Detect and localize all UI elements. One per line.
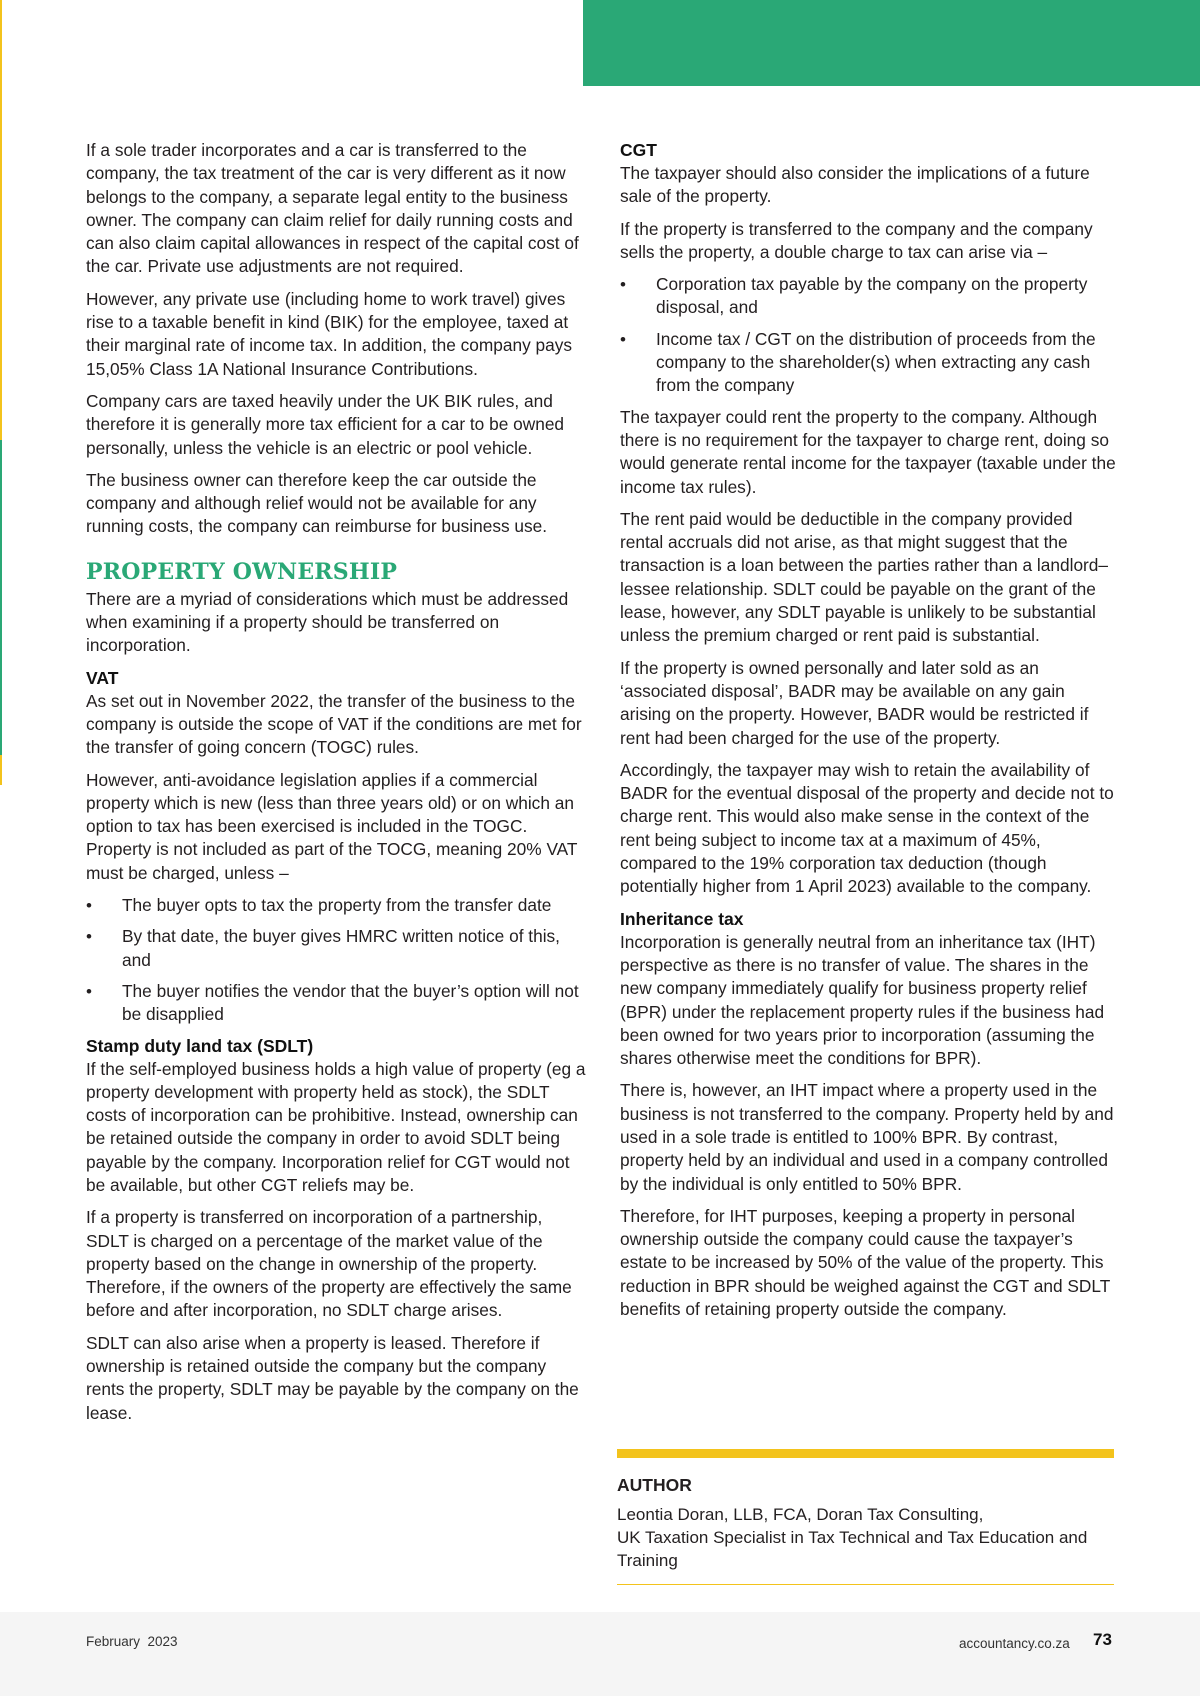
paragraph: The rent paid would be deductible in the company provided rental accruals did not arise, as that might suggest that the transaction is a loan between the parties rather than a landlord–lessee relationship. SDLT could be payable on the grant of the lease, however, any SDLT payable is unlikely to be substantial unless the premium charged or rent paid is substantial. bbox=[620, 508, 1109, 646]
list-item: • Corporation tax payable by the company on the property disposal, and bbox=[620, 273, 1120, 320]
author-bottom-rule bbox=[617, 1584, 1114, 1585]
section-heading-property-ownership: PROPERTY OWNERSHIP bbox=[86, 558, 398, 585]
paragraph: However, anti-avoidance legislation applies if a commercial property which is new (less than three years old) or on which an option to tax has been exercised is included in the TOGC. Property is not included as part of the TOCG, meaning 20% VAT must be charged, unless – bbox=[86, 769, 578, 883]
paragraph: The taxpayer could rent the property to the company. Although there is no requirement for the taxpayer to charge rent, doing so would generate rental income for the taxpayer (taxable under the income tax rules). bbox=[620, 406, 1116, 497]
right-column bbox=[620, 139, 1120, 1330]
author-line-1: Leontia Doran, LLB, FCA, Doran Tax Consulting, bbox=[617, 1505, 984, 1524]
paragraph: If a property is transferred on incorporation of a partnership, SDLT is charged on a percentage of the market value of the property based on the change in ownership of the property. Therefore, if the owners of the property are effectively the same before and after incorporation, no SDLT charge arises. bbox=[86, 1207, 572, 1321]
paragraph: The business owner can therefore keep the car outside the company and although relief would not be available for any running costs, the company can reimburse for business use. bbox=[86, 469, 548, 537]
author-box bbox=[617, 1449, 1114, 1585]
paragraph: However, any private use (including home to work travel) gives rise to a taxable benefit in kind (BIK) for the employee, taxed at their marginal rate of income tax. In addition, the company pays 15,05% Class 1A National Insurance Contributions. bbox=[86, 288, 573, 379]
paragraph: Incorporation is generally neutral from an inheritance tax (IHT) perspective as there is no transfer of value. The shares in the new company immediately qualify for business property relief (BPR) under the replacement property rules if the business had been owned for two years prior to incorporation (assuming the shares otherwise meet the conditions for BPR). bbox=[620, 931, 1105, 1069]
footer-date: February 2023 bbox=[86, 1634, 178, 1649]
paragraph: If the property is owned personally and later sold as an ‘associated disposal’, BADR may be available on any gain arising on the property. However, BADR would be restricted if rent had been charged for the use of the property. bbox=[620, 657, 1089, 748]
paragraph: If the property is transferred to the company and the company sells the property, a double charge to tax can arise via – bbox=[620, 218, 1093, 262]
subheading-vat: VAT bbox=[86, 667, 119, 688]
paragraph: There are a myriad of considerations which must be addressed when examining if a property should be transferred on incorporation. bbox=[86, 588, 569, 656]
vat-bullet-list bbox=[86, 894, 586, 1026]
paragraph: There is, however, an IHT impact where a property used in the business is not transferred to the company. Property held by and used in a sole trade is entitled to 100% BPR. By contrast, property held by an individual and used in a company controlled by the individual is only entitled to 50% BPR. bbox=[620, 1080, 1114, 1194]
paragraph: The taxpayer should also consider the implications of a future sale of the property. bbox=[620, 163, 1090, 207]
paragraph: If the self-employed business holds a high value of property (eg a property development with property held as stock), the SDLT costs of incorporation can be prohibitive. Instead, ownership can be retained outside the company in order to avoid SDLT being payable by the company. Incorporation relief for CGT would not be available, but other CGT reliefs may be. bbox=[86, 1058, 586, 1195]
paragraph: As set out in November 2022, the transfer of the business to the company is outside the scope of VAT if the conditions are met for the transfer of going concern (TOGC) rules. bbox=[86, 690, 582, 758]
paragraph: Therefore, for IHT purposes, keeping a property in personal ownership outside the company could cause the taxpayer’s estate to be increased by 50% of the value of the property. This reduction in BPR should be weighed against the CGT and SDLT benefits of retaining property outside the company. bbox=[620, 1205, 1110, 1320]
list-item: • The buyer opts to tax the property from the transfer date bbox=[86, 894, 586, 917]
author-line-2: UK Taxation Specialist in Tax Technical and Tax Education and Training bbox=[617, 1528, 1088, 1570]
author-top-bar bbox=[617, 1449, 1114, 1458]
paragraph: If a sole trader incorporates and a car is transferred to the company, the tax treatment of the car is very different as it now belongs to the company, a separate legal entity to the business owner. The company can claim relief for daily running costs and can also claim capital allowances in respect of the capital cost of the car. Private use adjustments are not required. bbox=[86, 140, 579, 277]
list-item: • By that date, the buyer gives HMRC written notice of this, and bbox=[86, 925, 586, 972]
header-green-block bbox=[583, 0, 1200, 86]
cgt-bullet-list bbox=[620, 273, 1120, 397]
left-edge-accent-green bbox=[0, 440, 2, 755]
paragraph: Company cars are taxed heavily under the UK BIK rules, and therefore it is generally more tax efficient for a car to be owned personally, unless the vehicle is an electric or pool vehicle. bbox=[86, 390, 565, 458]
list-item: • The buyer notifies the vendor that the buyer’s option will not be disapplied bbox=[86, 980, 586, 1027]
subheading-cgt: CGT bbox=[620, 140, 657, 160]
page-number: 73 bbox=[1093, 1630, 1112, 1649]
subheading-inheritance-tax: Inheritance tax bbox=[620, 908, 744, 929]
footer-background bbox=[0, 1612, 1200, 1696]
list-item: • Income tax / CGT on the distribution of proceeds from the company to the shareholder(s) when extracting any cash from the company bbox=[620, 328, 1120, 398]
subheading-sdlt: Stamp duty land tax (SDLT) bbox=[86, 1035, 314, 1056]
paragraph: Accordingly, the taxpayer may wish to retain the availability of BADR for the eventual disposal of the property and decide not to charge rent. This would also make sense in the context of the rent being subject to income tax at a maximum of 45%, compared to the 19% corporation tax deduction (though potentially higher from 1 April 2023) available to the company. bbox=[620, 759, 1114, 897]
author-heading: AUTHOR bbox=[617, 1475, 692, 1495]
left-column bbox=[86, 139, 586, 1434]
footer-site-link[interactable]: accountancy.co.za bbox=[959, 1636, 1070, 1651]
paragraph: SDLT can also arise when a property is leased. Therefore if ownership is retained outside the company but the company rents the property, SDLT may be payable by the company on the lease. bbox=[86, 1332, 579, 1423]
